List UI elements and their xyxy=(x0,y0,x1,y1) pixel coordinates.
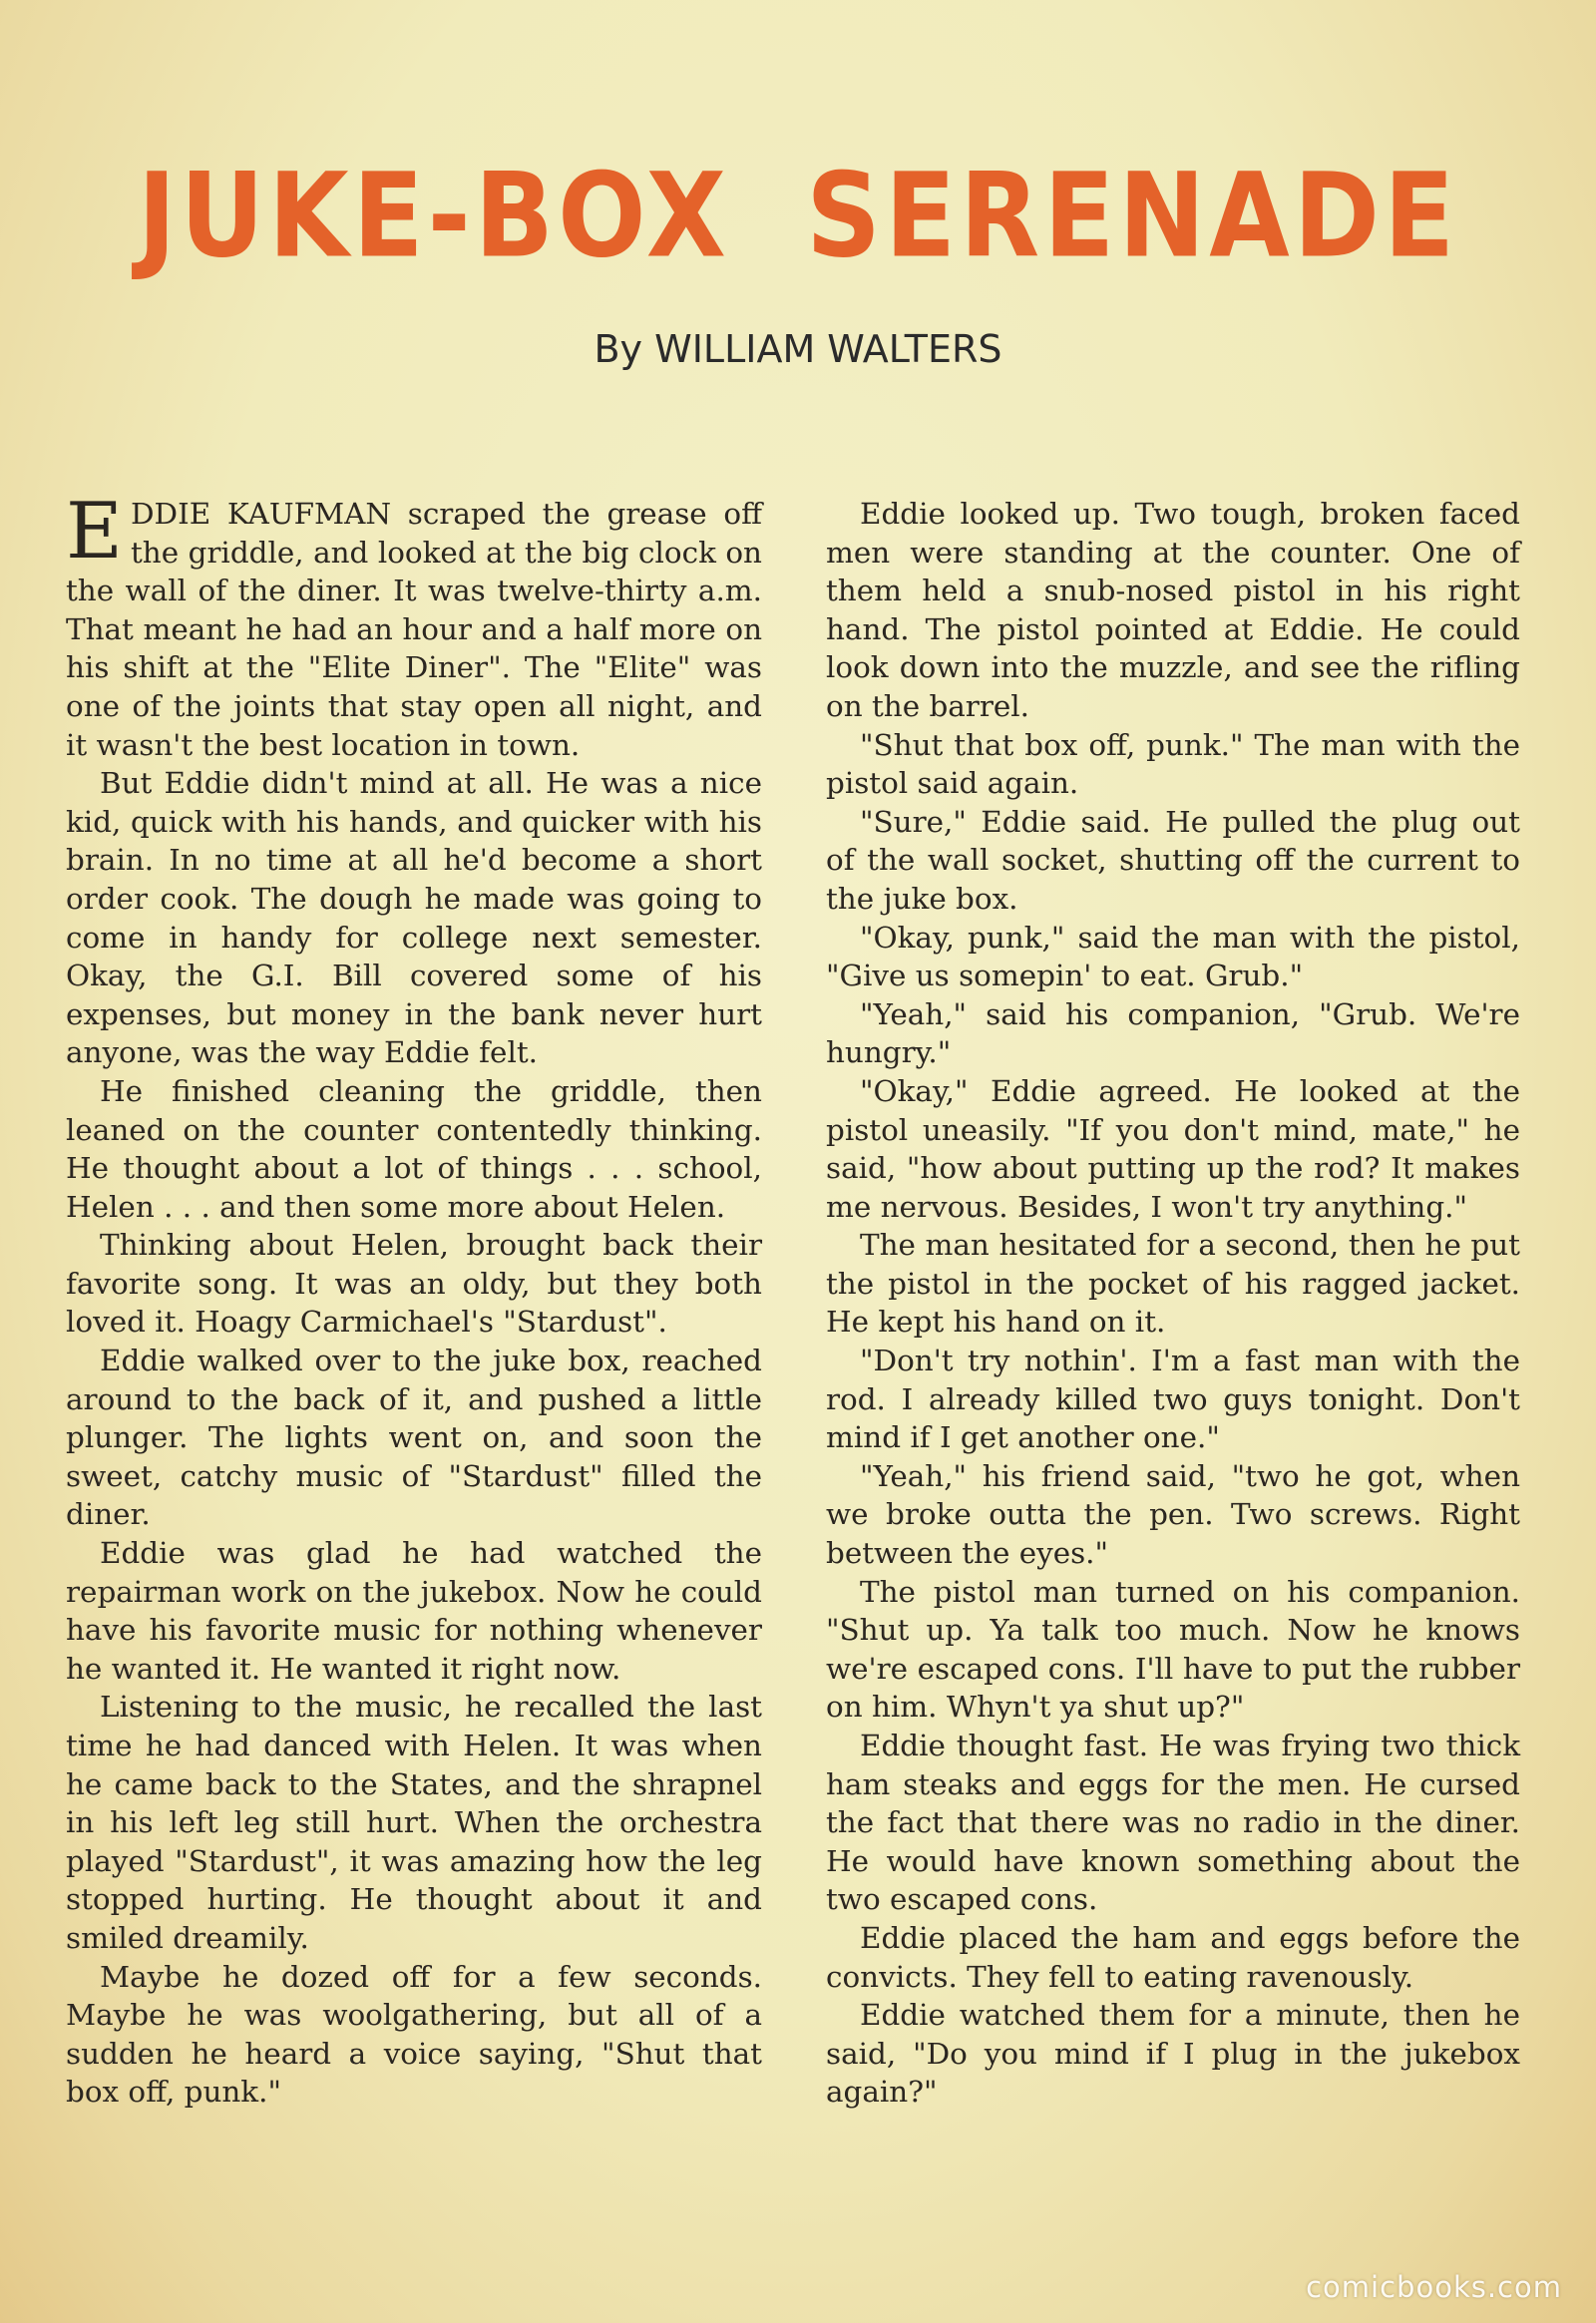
paragraph: Maybe he dozed off for a few seconds. Maybe he was woolgathering, but all of a sudden he heard a voice saying, "Shut that box off, punk." xyxy=(66,1959,762,2110)
paragraph: The man hesitated for a second, then he put the pistol in the pocket of his ragged jacket. He kept his hand on it. xyxy=(826,1228,1520,1340)
paragraph: Eddie looked up. Two tough, broken faced men were standing at the counter. One of them held a snub-nosed pistol in his right hand. The pistol pointed at Eddie. He could look down into the muzzle, and see the rifling on the barrel. xyxy=(826,497,1520,723)
paragraph: "Yeah," said his companion, "Grub. We're hungry." xyxy=(826,996,1520,1070)
paragraph: "Shut that box off, punk." The man with the pistol said again. xyxy=(826,727,1520,801)
paragraph: Eddie placed the ham and eggs before the convicts. They fell to eating ravenously. xyxy=(826,1920,1520,1994)
paragraph-text: DDIE KAUFMAN scraped the grease off the griddle, and looked at the big clock on the wall of the diner. It was twelve-thirty a.m. That meant he had an hour and a half more on his shift at the "Elite Diner". The "Elite" was one of the joints that stay open all night, and it wasn't the best location in town. xyxy=(66,497,762,762)
paragraph: Listening to the music, he recalled the last time he had danced with Helen. It was when he came back to the States, and the shrapnel in his left leg still hurt. When the orchestra played "Stardust", it was amazing how the leg stopped hurting. He thought about it and smiled dreamily. xyxy=(66,1690,762,1955)
paragraph: The pistol man turned on his companion. "Shut up. Ya talk too much. Now he knows we're escaped cons. I'll have to put the rubber on him. Whyn't ya shut up?" xyxy=(826,1574,1520,1725)
paragraph: "Okay, punk," said the man with the pistol, "Give us somepin' to eat. Grub." xyxy=(826,920,1520,993)
paragraph: "Okay," Eddie agreed. He looked at the pistol uneasily. "If you don't mind, mate," he said, "how about putting up the rod? It makes me nervous. Besides, I won't try anything." xyxy=(826,1073,1520,1224)
drop-cap: E xyxy=(66,487,123,577)
paragraph: He finished cleaning the griddle, then leaned on the counter contentedly thinking. He thought about a lot of things . . . school, Helen . . . and then some more about Helen. xyxy=(66,1073,762,1224)
paragraph: Eddie was glad he had watched the repairman work on the jukebox. Now he could have his favorite music for nothing whenever he wanted it. He wanted it right now. xyxy=(66,1536,762,1686)
paragraph: "Don't try nothin'. I'm a fast man with the rod. I already killed two guys tonight. Don't mind if I get another one." xyxy=(826,1344,1520,1455)
paragraph: "Sure," Eddie said. He pulled the plug out of the wall socket, shutting off the current to the juke box. xyxy=(826,804,1520,916)
paragraph: But Eddie didn't mind at all. He was a nice kid, quick with his hands, and quicker with his brain. In no time at all he'd become a short order cook. The dough he made was going to come in handy for college next semester. Okay, the G.I. Bill covered some of his expenses, but money in the bank never hurt anyone, was the way Eddie felt. xyxy=(66,766,762,1070)
right-column xyxy=(826,495,1520,2112)
paragraph xyxy=(66,487,762,764)
paragraph: Eddie watched them for a minute, then he said, "Do you mind if I plug in the jukebox again?" xyxy=(826,1998,1520,2110)
paragraph: Thinking about Helen, brought back their favorite song. It was an oldy, but they both loved it. Hoagy Carmichael's "Stardust". xyxy=(66,1228,762,1340)
watermark: comicbooks.com xyxy=(1306,2270,1562,2304)
byline: By WILLIAM WALTERS xyxy=(594,327,1002,371)
left-column xyxy=(66,487,762,2112)
paragraph: Eddie walked over to the juke box, reached around to the back of it, and pushed a little plunger. The lights went on, and soon the sweet, catchy music of "Stardust" filled the diner. xyxy=(66,1344,762,1532)
paragraph: Eddie thought fast. He was frying two thick ham steaks and eggs for the men. He cursed the fact that there was no radio in the diner. He would have known something about the two escaped cons. xyxy=(826,1729,1520,1917)
paragraph: "Yeah," his friend said, "two he got, when we broke outta the pen. Two screws. Right between the eyes." xyxy=(826,1458,1520,1571)
story-title: JUKE-BOX SERENADE xyxy=(137,148,1459,284)
